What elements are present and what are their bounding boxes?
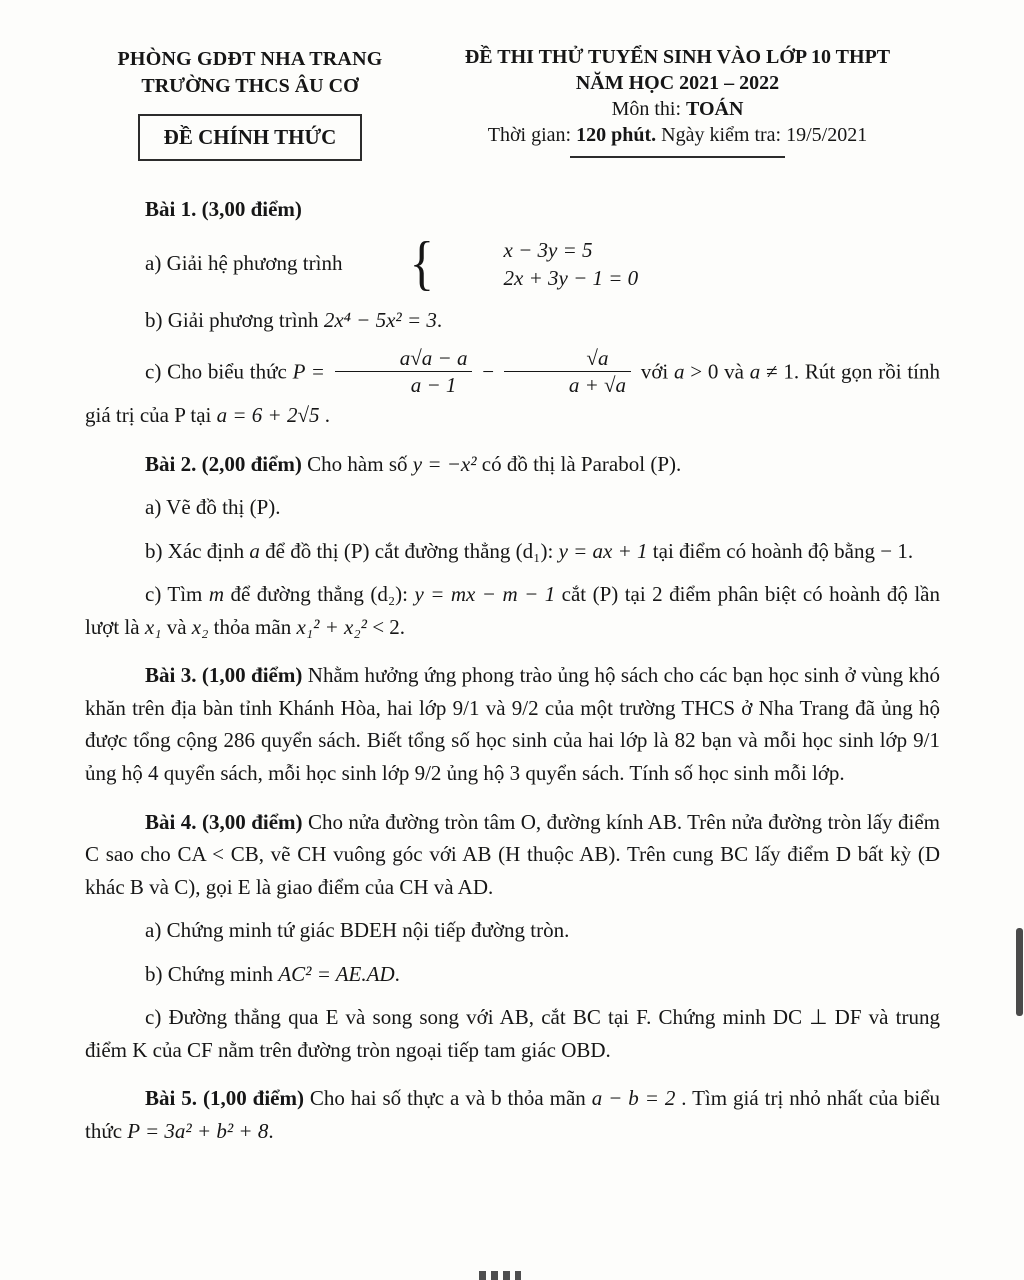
text: Cho hai số thực a và b thỏa mãn [303,1086,592,1111]
department-name: PHÒNG GDĐT NHA TRANG [117,48,383,70]
text-bold: Bài 1. (3,00 điểm) [145,197,302,221]
time-value: 120 phút. [576,124,657,146]
text-math: y = mx − m − 1 [414,582,556,607]
bai3 [85,659,940,789]
text: có đồ thị là Parabol (P). [476,451,682,476]
scrollbar-thumb[interactable] [1016,928,1023,1016]
fraction [504,346,631,397]
text: thỏa mãn [208,614,297,639]
text: a) Vẽ đồ thị (P). [145,495,281,520]
subject-line [415,98,940,121]
text-math: x₂ [191,614,209,639]
text: . [394,961,400,986]
time-line [415,124,940,147]
text: b) Xác định [145,538,250,563]
text: − [476,359,500,384]
text-math: a [674,359,685,384]
text: > 0 và [684,359,750,384]
text: . Tìm giá trị nhỏ nhất của biểu thức [85,1086,941,1143]
header-right-block [415,40,940,161]
text-math: y = −x² [412,451,477,476]
bai4-c [85,1001,940,1066]
bai4-a [85,914,940,947]
text-bold: Bài 2. (2,00 điểm) [145,451,302,476]
bai4 [85,806,940,904]
fraction [335,346,473,397]
text: c) Cho biểu thức [145,359,293,384]
text-bold: Bài 5. (1,00 điểm) [145,1086,304,1111]
text-math: m [208,582,225,607]
fraction-denominator: a + √a [568,372,627,397]
text: b) Chứng minh [145,961,279,986]
bai2-a [85,491,940,524]
text-bold: Bài 3. (1,00 điểm) [145,663,303,688]
bai4-b [85,958,940,991]
text: để đồ thị (P) cắt đường thẳng (d₁): [259,538,559,563]
text-math: P = 3a² + b² + 8 [127,1118,269,1143]
bai1-b [85,304,940,337]
official-exam-stamp-box [138,114,363,161]
text-math: a = 6 + 2√5 [216,403,320,428]
document-header [85,40,940,161]
school-name: TRƯỜNG THCS ÂU CƠ [141,75,359,97]
text-math: a [249,538,260,563]
school-year: NĂM HỌC 2021 – 2022 [575,72,780,94]
document-body [85,193,940,1147]
header-left-block [85,40,415,161]
text-math: x₁² + x₂² [296,614,367,639]
text-math: 2x⁴ − 5x² = 3 [323,308,437,333]
text: Cho nửa đường tròn tâm O, đường kính AB. Trên nửa đường tròn lấy điểm C sao cho CA < CB, vẽ CH vuông góc với AB (H thuộc AB). Trên cung BC lấy điểm D bất kỳ (D khác B và C), gọi E là giao điểm của CH và AD. [85,809,940,899]
text: Cho hàm số [301,451,413,476]
text: b) Giải phương trình [145,308,324,333]
text: cắt (P) tại 2 điểm phân biệt có hoành độ lần lượt là [85,582,940,639]
bai2-b [85,535,940,568]
header-underline [570,156,785,158]
bai1-heading [85,193,940,226]
text-math: a [749,359,761,384]
equation-row: x − 3y = 5 [503,237,593,262]
equation-row: 2x + 3y − 1 = 0 [503,265,639,290]
text: với [635,359,675,384]
fraction-numerator: a√a − a [335,346,473,372]
text: tại điểm có hoành độ bằng − 1. [647,538,914,563]
text-math: P = [292,359,331,384]
fraction-numerator: √a [504,346,631,372]
equation-rows [444,236,639,293]
bai1-a [85,230,940,297]
text: c) Đường thẳng qua E và song song với AB, cắt BC tại F. Chứng minh DC ⊥ DF và trung điểm K của CF nằm trên đường tròn ngoại tiếp tam giác OBD. [85,1005,940,1062]
bai1-c [85,345,941,432]
bai2-c [85,578,940,643]
text: . [436,308,443,333]
text: c) Tìm [145,582,209,607]
equation-system [352,230,639,297]
exam-date: Ngày kiểm tra: 19/5/2021 [656,124,868,146]
text: và [161,614,192,639]
text: Nhằm hưởng ứng phong trào ủng hộ sách cho các bạn học sinh ở vùng khó khăn trên địa bàn tỉnh Khánh Hòa, hai lớp 9/1 và 9/2 của một trường THCS ở Nha Trang đã ủng hộ được tổng cộng 286 quyển sách. Biết tổng số học sinh của hai lớp là 82 bạn và mỗi học sinh lớp 9/1 ủng hộ 4 quyển sách, mỗi học sinh lớp 9/2 ủng hộ 3 quyển sách. Tính số học sinh mỗi lớp. [85,663,940,785]
text: để đường thẳng (d₂): [224,582,415,607]
text: . [319,403,330,428]
text-bold: Bài 4. (3,00 điểm) [145,809,303,834]
fraction-denominator: a − 1 [410,372,457,397]
brace-symbol: { [409,230,434,297]
text-math: x₁ [144,614,162,639]
official-exam-stamp-label: ĐỀ CHÍNH THỨC [163,125,337,149]
text: a) Chứng minh tứ giác BDEH nội tiếp đường tròn. [145,918,570,943]
text: ≠ 1. Rút gọn rồi tính giá trị của P tại [85,359,941,428]
text: . [268,1118,274,1143]
subject-label: Môn thi: [611,98,687,120]
text-math: y = ax + 1 [558,538,648,563]
time-label: Thời gian: [487,124,577,146]
text-math: AC² = AE.AD [278,961,395,986]
bai5 [85,1082,940,1147]
text-math: a − b = 2 [591,1086,676,1111]
text: < 2. [366,614,406,639]
exam-title: ĐỀ THI THỬ TUYỂN SINH VÀO LỚP 10 THPT [464,46,891,68]
bai2-heading [85,448,940,481]
text: a) Giải hệ phương trình [145,250,348,275]
subject-value: TOÁN [686,98,744,120]
cut-off-footer-text-fragment [479,1271,521,1280]
